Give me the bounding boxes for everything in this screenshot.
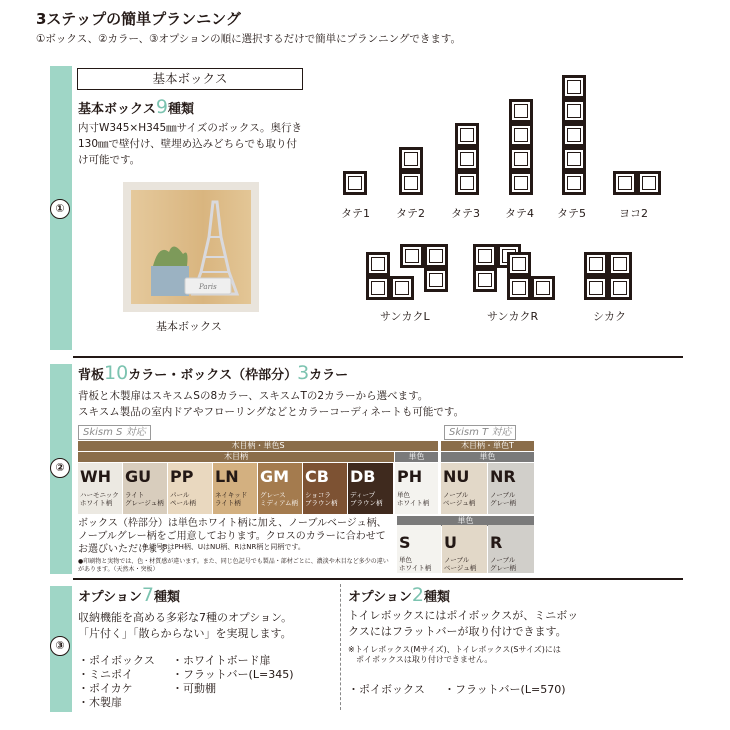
box-cell (509, 123, 533, 147)
column-divider (340, 584, 341, 710)
config-label-tate1: タテ1 (341, 207, 370, 220)
box-cell (455, 171, 479, 195)
box-cell (509, 99, 533, 123)
box-cell (366, 252, 390, 276)
band-wood-single-t: 木目柄・単色T (441, 441, 534, 451)
box-cell (424, 268, 448, 292)
band-wood-s: 木目柄 (78, 452, 394, 462)
swatch-pp[interactable]: PP パール ペール柄 (168, 463, 212, 514)
config-label-sankaku-r: サンカクR (487, 310, 539, 323)
swatch-cb[interactable]: CB ショコラ ブラウン柄 (303, 463, 347, 514)
box-cell (424, 244, 448, 268)
option-list-b (172, 654, 293, 696)
frame-swatch-r[interactable]: R ノーブル グレー柄 (488, 525, 534, 573)
skism-t-tag: Skism T 対応 (444, 425, 516, 440)
step1-description: 内寸W345×H345㎜サイズのボックス。奥行き130㎜で壁付け、壁埋め込みどちらでも取り付け可能です。 (78, 122, 303, 166)
list-item: ・可動棚 (172, 682, 216, 695)
list-item: ・ポイボックス (78, 654, 155, 667)
box-cell (509, 171, 533, 195)
divider-2 (73, 578, 683, 580)
step2-desc-1: 背板と木製扉はスキスムSの8カラー、スキスムTの2カラーから選べます。 (78, 390, 429, 402)
step1-heading: 基本ボックス9種類 (78, 96, 194, 118)
config-label-tate4: タテ4 (505, 207, 534, 220)
option-list-a (78, 654, 155, 710)
step3-number: ③ (50, 636, 70, 656)
box-cell (637, 171, 661, 195)
box-cell (399, 147, 423, 171)
box-cell (584, 252, 608, 276)
config-label-shikaku: シカク (593, 310, 626, 323)
box-frame-note: ボックス（枠部分）は単色ホワイト柄に加え、ノーブルベージュ柄、ノーブルグレー柄をご用意しております。クロスのカラーに合わせてお選びいただけます。 (78, 518, 387, 555)
swatch-gm[interactable]: GM グレース ミディアム柄 (258, 463, 302, 514)
swatch-nu[interactable]: NU ノーブル ベージュ柄 (441, 463, 487, 514)
box-cell (473, 268, 497, 292)
swatch-ph[interactable]: PH 単色 ホワイト柄 (395, 463, 438, 514)
box-frame-note-small: 色記号SはPH柄、UはNU柄、RはNR柄と同柄です。 (142, 543, 305, 551)
box-cell (399, 171, 423, 195)
box-cell (613, 171, 637, 195)
divider-1 (73, 356, 683, 358)
box-cell (507, 276, 531, 300)
skism-s-tag: Skism S 対応 (78, 425, 151, 440)
swatch-wh[interactable]: WH ハーモニック ホワイト柄 (78, 463, 122, 514)
option-right-item-2: ・フラットバー(L=570) (444, 683, 566, 696)
basic-box-photo (123, 182, 259, 312)
list-item: ・ホワイトボード扉 (172, 654, 271, 667)
frame-swatch-u[interactable]: U ノーブル ベージュ柄 (442, 525, 487, 573)
band-single-t: 単色 (441, 452, 534, 462)
list-item: ・ミニポイ (78, 668, 133, 681)
box-cell (584, 276, 608, 300)
box-cell (366, 276, 390, 300)
config-label-tate5: タテ5 (557, 207, 586, 220)
eiffel-tower-icon (123, 182, 259, 312)
band-frame-single: 単色 (397, 516, 534, 526)
box-cell (562, 147, 586, 171)
photo-caption: 基本ボックス (156, 320, 222, 333)
step2-heading: 背板10カラー・ボックス（枠部分）3カラー (78, 362, 349, 384)
box-cell (400, 244, 424, 268)
box-cell (473, 244, 497, 268)
step3-right-note: ※トイレボックス(Mサイズ)、トイレボックス(Sサイズ)には ポイボックスは取り付けできません。 (348, 645, 561, 664)
step3-right-heading: オプション2種類 (348, 584, 450, 606)
step2-number: ② (50, 458, 70, 478)
page-title: 3ステップの簡単プランニング (36, 10, 241, 28)
config-label-tate3: タテ3 (451, 207, 480, 220)
step3-left-desc-1: 収納機能を高める多彩な7種のオプション。 (78, 611, 293, 624)
svg-text:Paris: Paris (199, 283, 217, 291)
step3-right-desc: トイレボックスにはポイボックスが、ミニボックスにはフラットバーが取り付けできます。 (348, 609, 579, 638)
step3-left-heading: オプション7種類 (78, 584, 180, 606)
list-item: ・フラットバー(L=345) (172, 668, 294, 681)
list-item: ・木製扉 (78, 696, 122, 709)
box-cell (531, 276, 555, 300)
basic-box-label: 基本ボックス (77, 68, 303, 90)
box-cell (455, 123, 479, 147)
swatch-db[interactable]: DB ディープ ブラウン柄 (348, 463, 393, 514)
page-subtitle: ①ボックス、②カラー、③オプションの順に選択するだけで簡単にプランニングできます。 (36, 33, 462, 45)
box-cell (562, 99, 586, 123)
box-cell (608, 252, 632, 276)
footnote: ●印刷物と実物では、色・材質感が違います。また、同じ色記号でも製品・部材ごとに、濃淡や木目など多少の違いがあります。（天然木・突板） (78, 558, 389, 573)
option-right-item-1: ・ポイボックス (348, 683, 425, 696)
box-cell (455, 147, 479, 171)
config-label-sankaku-l: サンカクL (380, 310, 430, 323)
band-single-s: 単色 (395, 452, 438, 462)
band-wood-single-s: 木目柄・単色S (78, 441, 438, 451)
box-cell (390, 276, 414, 300)
box-cell (608, 276, 632, 300)
box-cell (343, 171, 367, 195)
box-cell (507, 252, 531, 276)
box-cell (562, 75, 586, 99)
config-label-tate2: タテ2 (396, 207, 425, 220)
box-cell (562, 123, 586, 147)
step3-left-desc-2: 「片付く」「散らからない」を実現します。 (78, 627, 292, 640)
config-label-yoko2: ヨコ2 (619, 207, 648, 220)
swatch-ln[interactable]: LN ネイキッド ライト柄 (213, 463, 257, 514)
swatch-nr[interactable]: NR ノーブル グレー柄 (488, 463, 534, 514)
frame-swatch-s[interactable]: S 単色 ホワイト柄 (397, 525, 441, 573)
step1-number: ① (50, 199, 70, 219)
box-cell (562, 171, 586, 195)
list-item: ・ポイカケ (78, 682, 133, 695)
step2-desc-2: スキスム製品の室内ドアやフローリングなどとカラーコーディネートも可能です。 (78, 406, 465, 418)
swatch-gu[interactable]: GU ライト グレージュ柄 (123, 463, 167, 514)
box-cell (509, 147, 533, 171)
